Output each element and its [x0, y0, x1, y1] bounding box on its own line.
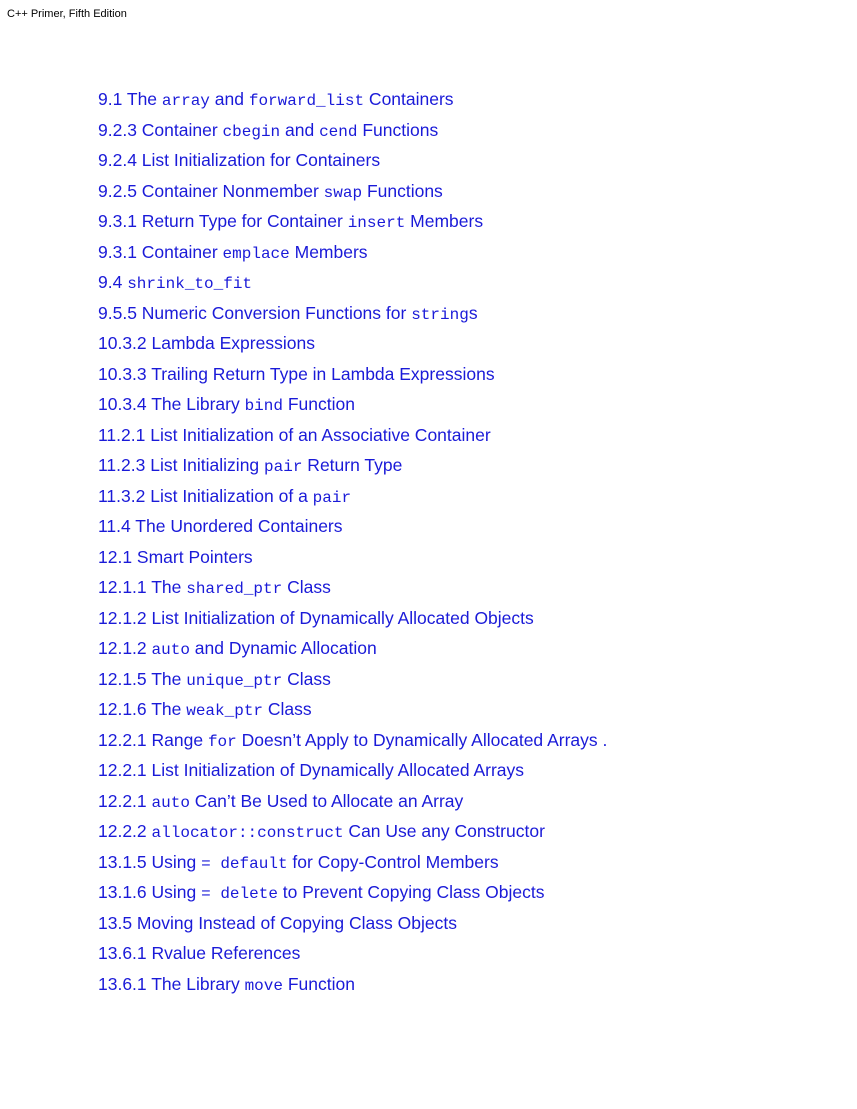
toc-link[interactable]	[98, 512, 607, 543]
toc-link[interactable]	[98, 238, 607, 269]
toc-link-text: Class	[282, 577, 331, 597]
toc-link-text: 12.1.6 The	[98, 699, 187, 719]
toc-link-text: 11.3.2 List Initialization of a	[98, 485, 313, 506]
toc-link-code-text: for	[207, 732, 237, 751]
toc-link-text: 12.1.2	[98, 638, 152, 658]
toc-link[interactable]	[98, 634, 607, 665]
toc-link-text: to Prevent Copying Class Objects	[277, 882, 545, 902]
toc-link[interactable]	[98, 970, 607, 1001]
toc-link-text: 11.2.3 List Initializing	[98, 455, 265, 475]
toc-link-text: 12.2.2	[98, 821, 152, 841]
toc-link-code-text: weak_ptr	[186, 702, 264, 720]
toc-link-text: and	[280, 119, 320, 140]
toc-link-text: and Dynamic Allocation	[189, 638, 377, 658]
toc-link-text: s	[468, 302, 478, 323]
toc-link-code-text: array	[161, 92, 210, 110]
toc-link-text: Function	[282, 394, 355, 414]
toc-link[interactable]	[98, 177, 607, 208]
toc-link-text: Can’t Be Used to Allocate an Array	[189, 790, 464, 811]
toc-link-text: Can Use any Constructor	[343, 821, 545, 841]
toc-link-code-text: shared_ptr	[186, 580, 283, 598]
toc-link[interactable]	[98, 299, 607, 330]
toc-link-text: Class	[263, 699, 312, 719]
toc-link-text: 12.1.5 The	[98, 668, 187, 689]
toc-link-text: 12.2.1 List Initialization of Dynamically Allocated Arrays	[98, 760, 525, 780]
toc-link-code-text: auto	[151, 641, 190, 659]
toc-link-text: 11.4 The Unordered Containers	[98, 516, 343, 536]
toc-link-code-text: cend	[319, 122, 358, 141]
toc-link-text: 9.3.1 Return Type for Container	[98, 211, 348, 231]
toc-link-text: Return Type	[302, 455, 403, 475]
toc-link-text: for Copy-Control Members	[287, 851, 499, 872]
toc-link-text: 12.1.1 The	[98, 577, 187, 597]
toc-link[interactable]	[98, 207, 607, 238]
toc-link-text: 12.2.1	[98, 790, 152, 811]
toc-link-text: 9.1 The	[98, 89, 162, 109]
toc-link[interactable]	[98, 451, 607, 482]
toc-link-text: 10.3.4 The Library	[98, 394, 245, 414]
toc-link[interactable]	[98, 726, 607, 757]
toc-link-code-text: = delete	[201, 885, 278, 903]
toc-link-text: 9.4	[98, 272, 128, 292]
toc-list	[98, 85, 607, 1000]
toc-link[interactable]	[98, 665, 607, 696]
toc-link-code-text: move	[244, 976, 283, 995]
toc-link-text: 12.1.2 List Initialization of Dynamically Allocated Objects	[98, 607, 534, 628]
toc-link-text: Function	[282, 973, 355, 994]
toc-link-text: 10.3.2 Lambda Expressions	[98, 333, 315, 353]
toc-link[interactable]	[98, 573, 607, 604]
toc-link[interactable]	[98, 421, 607, 452]
toc-link[interactable]	[98, 116, 607, 147]
toc-link[interactable]	[98, 848, 607, 879]
toc-link-code-text: unique_ptr	[186, 671, 283, 690]
toc-link-text: Members	[405, 211, 484, 231]
toc-link[interactable]	[98, 756, 607, 787]
toc-link-text: 13.1.6 Using	[98, 882, 202, 902]
toc-link-code-text: = default	[201, 854, 288, 873]
toc-link-text: and	[209, 89, 249, 109]
toc-link-text: 12.1 Smart Pointers	[98, 546, 253, 567]
toc-link-code-text: allocator::construct	[151, 824, 344, 842]
toc-link-text: 9.2.5 Container Nonmember	[98, 180, 324, 201]
toc-link-text: 13.5 Moving Instead of Copying Class Objects	[98, 912, 457, 933]
toc-link-code-text: forward_list	[248, 92, 365, 110]
toc-link[interactable]	[98, 695, 607, 726]
toc-link-code-text: shrink_to_fit	[127, 275, 253, 293]
toc-link-text: 11.2.1 List Initialization of an Associative Container	[98, 424, 491, 445]
toc-link-code-text: cbegin	[222, 122, 281, 141]
toc-link[interactable]	[98, 482, 607, 513]
toc-link-text: 9.5.5 Numeric Conversion Functions for	[98, 302, 412, 323]
toc-link[interactable]	[98, 604, 607, 635]
toc-link-text: 10.3.3 Trailing Return Type in Lambda Expressions	[98, 363, 495, 384]
toc-link[interactable]	[98, 878, 607, 909]
toc-link[interactable]	[98, 543, 607, 574]
toc-link-text: 13.1.5 Using	[98, 851, 202, 872]
toc-link[interactable]	[98, 146, 607, 177]
toc-link-text: Members	[289, 241, 368, 262]
toc-link[interactable]	[98, 360, 607, 391]
toc-link-code-text: emplace	[222, 244, 290, 263]
toc-link-text: Class	[282, 668, 331, 689]
toc-link-text: 13.6.1 Rvalue References	[98, 943, 301, 963]
toc-link-code-text: bind	[244, 397, 283, 415]
toc-link-text: Functions	[362, 180, 443, 201]
toc-link-text: 9.3.1 Container	[98, 241, 223, 262]
toc-link-text: 13.6.1 The Library	[98, 973, 245, 994]
toc-link-code-text: insert	[347, 214, 406, 232]
toc-link[interactable]	[98, 268, 607, 299]
toc-link-code-text: pair	[312, 488, 352, 507]
toc-link[interactable]	[98, 85, 607, 116]
toc-link[interactable]	[98, 909, 607, 940]
toc-link-text: 12.2.1 Range	[98, 729, 208, 750]
toc-link-text: Containers	[364, 89, 454, 109]
toc-link[interactable]	[98, 329, 607, 360]
toc-link[interactable]	[98, 787, 607, 818]
toc-link[interactable]	[98, 390, 607, 421]
toc-link-text: Doesn’t Apply to Dynamically Allocated Arrays .	[236, 729, 608, 750]
toc-link[interactable]	[98, 817, 607, 848]
toc-link-code-text: auto	[151, 793, 190, 812]
toc-link[interactable]	[98, 939, 607, 970]
toc-link-text: 9.2.3 Container	[98, 119, 223, 140]
toc-link-code-text: swap	[323, 183, 363, 202]
toc-link-code-text: pair	[264, 458, 303, 476]
toc-link-text: Functions	[357, 119, 439, 140]
toc-link-code-text: string	[411, 305, 469, 324]
running-header-title: C++ Primer, Fifth Edition	[7, 8, 127, 20]
toc-link-text: 9.2.4 List Initialization for Containers	[98, 150, 381, 170]
